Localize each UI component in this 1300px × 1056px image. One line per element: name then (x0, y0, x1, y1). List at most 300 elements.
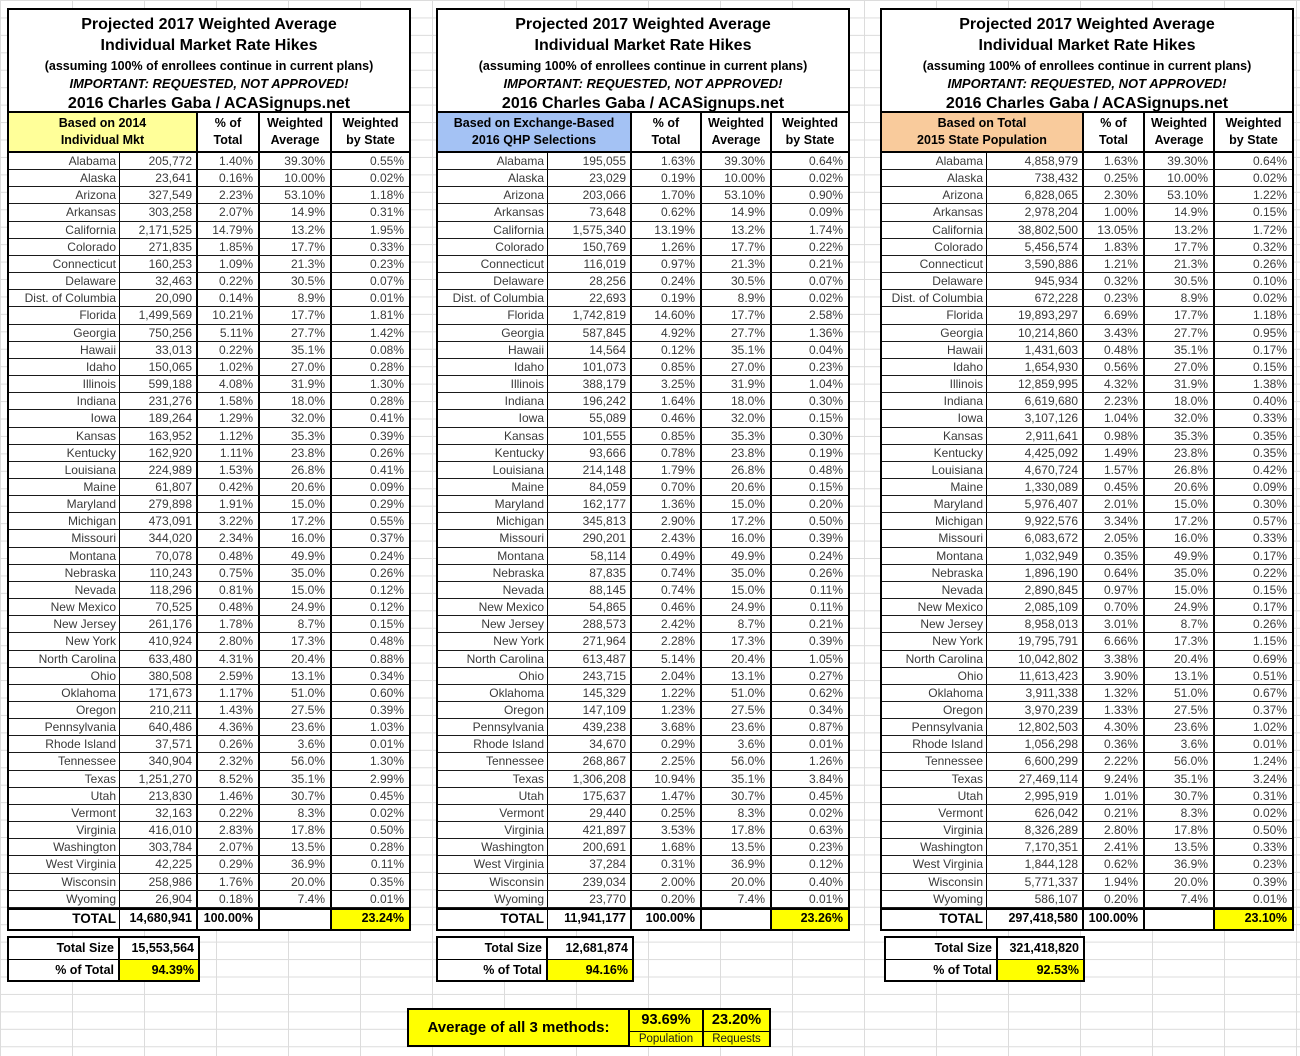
weighted-average-cell[interactable]: 27.7% (260, 325, 332, 342)
weighted-average-cell[interactable]: 13.1% (1145, 668, 1215, 685)
value-cell[interactable]: 8,326,289 (987, 822, 1084, 839)
pct-of-total-cell[interactable]: 0.23% (1084, 290, 1145, 307)
value-cell[interactable]: 1,251,270 (120, 771, 198, 788)
state-cell[interactable]: West Virginia (882, 856, 987, 873)
weighted-by-state-cell[interactable]: 0.33% (1215, 410, 1292, 427)
weighted-average-cell[interactable]: 39.30% (702, 153, 772, 170)
total-size-value[interactable]: 15,553,564 (131, 941, 194, 955)
value-cell[interactable]: 279,898 (120, 496, 198, 513)
pct-of-total-cell[interactable]: 1.43% (198, 702, 260, 719)
state-cell[interactable]: Indiana (438, 393, 548, 410)
state-cell[interactable]: Oregon (9, 702, 120, 719)
weighted-by-state-cell[interactable]: 0.35% (332, 874, 409, 891)
value-cell[interactable]: 10,214,860 (987, 325, 1084, 342)
weighted-by-state-cell[interactable]: 0.02% (772, 170, 848, 187)
pct-of-total-value[interactable]: 92.53% (998, 960, 1083, 980)
value-cell[interactable]: 11,613,423 (987, 668, 1084, 685)
pct-of-total-cell[interactable]: 1.53% (198, 462, 260, 479)
weighted-by-state-cell[interactable]: 0.40% (772, 874, 848, 891)
weighted-by-state-cell[interactable]: 1.38% (1215, 376, 1292, 393)
state-cell[interactable]: New Mexico (9, 599, 120, 616)
weighted-average-cell[interactable]: 16.0% (260, 530, 332, 547)
state-cell[interactable]: Idaho (882, 359, 987, 376)
value-cell[interactable]: 231,276 (120, 393, 198, 410)
pct-of-total-cell[interactable]: 1.76% (198, 874, 260, 891)
pct-of-total-cell[interactable]: 1.78% (198, 616, 260, 633)
state-cell[interactable]: Dist. of Columbia (9, 290, 120, 307)
value-cell[interactable]: 37,571 (120, 736, 198, 753)
pct-of-total-cell[interactable]: 0.70% (1084, 599, 1145, 616)
value-cell[interactable]: 42,225 (120, 856, 198, 873)
state-cell[interactable]: Dist. of Columbia (438, 290, 548, 307)
value-cell[interactable]: 163,952 (120, 428, 198, 445)
pct-of-total-cell[interactable]: 2.22% (1084, 753, 1145, 770)
state-cell[interactable]: Alaska (9, 170, 120, 187)
weighted-by-state-cell[interactable]: 0.51% (1215, 668, 1292, 685)
weighted-by-state-cell[interactable]: 3.84% (772, 771, 848, 788)
state-cell[interactable]: Wyoming (9, 891, 120, 908)
value-cell[interactable]: 3,970,239 (987, 702, 1084, 719)
weighted-by-state-cell[interactable]: 0.32% (1215, 239, 1292, 256)
weighted-by-state-cell[interactable]: 0.08% (332, 342, 409, 359)
average-population-cell[interactable] (630, 1010, 702, 1045)
weighted-average-cell[interactable]: 16.0% (702, 530, 772, 547)
pct-of-total-cell[interactable]: 1.22% (632, 685, 702, 702)
header-weighted-by-state[interactable]: Weighted by State (1215, 113, 1292, 151)
pct-of-total-cell[interactable]: 0.29% (632, 736, 702, 753)
weighted-by-state-cell[interactable]: 0.01% (772, 891, 848, 908)
state-cell[interactable]: Colorado (9, 239, 120, 256)
pct-of-total-cell[interactable]: 1.23% (632, 702, 702, 719)
state-cell[interactable]: Delaware (882, 273, 987, 290)
weighted-average-cell[interactable]: 26.8% (702, 462, 772, 479)
pct-of-total-cell[interactable]: 2.83% (198, 822, 260, 839)
pct-of-total-cell[interactable]: 2.23% (198, 187, 260, 204)
weighted-by-state-cell[interactable]: 1.03% (332, 719, 409, 736)
weighted-by-state-cell[interactable]: 1.24% (1215, 753, 1292, 770)
state-cell[interactable]: Arkansas (9, 204, 120, 221)
total-weighted-cell[interactable]: 23.10% (1215, 910, 1292, 929)
weighted-by-state-cell[interactable]: 0.17% (1215, 548, 1292, 565)
state-cell[interactable]: Iowa (9, 410, 120, 427)
weighted-average-cell[interactable]: 7.4% (260, 891, 332, 908)
state-cell[interactable]: Illinois (9, 376, 120, 393)
pct-of-total-cell[interactable]: 0.22% (198, 805, 260, 822)
weighted-average-cell[interactable]: 49.9% (1145, 548, 1215, 565)
weighted-average-cell[interactable]: 23.8% (260, 445, 332, 462)
value-cell[interactable]: 70,525 (120, 599, 198, 616)
weighted-by-state-cell[interactable]: 1.72% (1215, 222, 1292, 239)
pct-of-total-cell[interactable]: 2.80% (1084, 822, 1145, 839)
weighted-by-state-cell[interactable]: 0.63% (772, 822, 848, 839)
weighted-by-state-cell[interactable]: 2.58% (772, 307, 848, 324)
value-cell[interactable]: 162,177 (548, 496, 632, 513)
total-pct-cell[interactable]: 100.00% (1084, 910, 1145, 929)
pct-of-total-cell[interactable]: 1.63% (1084, 153, 1145, 170)
value-cell[interactable]: 6,600,299 (987, 753, 1084, 770)
pct-of-total-cell[interactable]: 0.64% (1084, 565, 1145, 582)
value-cell[interactable]: 6,083,672 (987, 530, 1084, 547)
weighted-by-state-cell[interactable]: 0.09% (772, 204, 848, 221)
weighted-average-cell[interactable]: 27.5% (1145, 702, 1215, 719)
weighted-average-cell[interactable]: 32.0% (260, 410, 332, 427)
state-cell[interactable]: New Mexico (882, 599, 987, 616)
weighted-by-state-cell[interactable]: 0.02% (1215, 805, 1292, 822)
weighted-by-state-cell[interactable]: 0.39% (1215, 874, 1292, 891)
pct-of-total-cell[interactable]: 1.00% (1084, 204, 1145, 221)
pct-of-total-cell[interactable]: 0.42% (198, 479, 260, 496)
weighted-average-cell[interactable]: 20.0% (702, 874, 772, 891)
state-cell[interactable]: Rhode Island (9, 736, 120, 753)
state-cell[interactable]: Oregon (438, 702, 548, 719)
state-cell[interactable]: Colorado (438, 239, 548, 256)
weighted-average-cell[interactable]: 17.8% (702, 822, 772, 839)
weighted-average-cell[interactable]: 3.6% (702, 736, 772, 753)
pct-of-total-cell[interactable]: 4.31% (198, 651, 260, 668)
value-cell[interactable]: 34,670 (548, 736, 632, 753)
pct-of-total-cell[interactable]: 2.00% (632, 874, 702, 891)
state-cell[interactable]: Connecticut (438, 256, 548, 273)
pct-of-total-cell[interactable]: 0.18% (198, 891, 260, 908)
weighted-average-cell[interactable]: 13.5% (260, 839, 332, 856)
weighted-by-state-cell[interactable]: 0.50% (1215, 822, 1292, 839)
weighted-average-cell[interactable]: 36.9% (260, 856, 332, 873)
pct-of-total-cell[interactable]: 8.52% (198, 771, 260, 788)
weighted-average-cell[interactable]: 27.5% (260, 702, 332, 719)
value-cell[interactable]: 84,059 (548, 479, 632, 496)
value-cell[interactable]: 1,896,190 (987, 565, 1084, 582)
weighted-average-cell[interactable]: 35.3% (702, 428, 772, 445)
weighted-by-state-cell[interactable]: 0.26% (332, 565, 409, 582)
value-cell[interactable]: 19,893,297 (987, 307, 1084, 324)
value-cell[interactable]: 626,042 (987, 805, 1084, 822)
weighted-average-cell[interactable]: 16.0% (1145, 530, 1215, 547)
pct-of-total-cell[interactable]: 2.28% (632, 633, 702, 650)
pct-of-total-cell[interactable]: 10.21% (198, 307, 260, 324)
pct-of-total-cell[interactable]: 4.32% (1084, 376, 1145, 393)
pct-of-total-cell[interactable]: 5.11% (198, 325, 260, 342)
value-cell[interactable]: 239,034 (548, 874, 632, 891)
weighted-average-cell[interactable]: 17.7% (702, 307, 772, 324)
state-cell[interactable]: Wisconsin (9, 874, 120, 891)
average-requests-cell[interactable] (702, 1010, 769, 1045)
pct-of-total-cell[interactable]: 0.21% (1084, 805, 1145, 822)
value-cell[interactable]: 61,807 (120, 479, 198, 496)
weighted-average-cell[interactable]: 31.9% (1145, 376, 1215, 393)
value-cell[interactable]: 38,802,500 (987, 222, 1084, 239)
state-cell[interactable]: Utah (9, 788, 120, 805)
weighted-by-state-cell[interactable]: 0.48% (772, 462, 848, 479)
weighted-by-state-cell[interactable]: 0.12% (332, 582, 409, 599)
weighted-average-cell[interactable]: 10.00% (260, 170, 332, 187)
weighted-by-state-cell[interactable]: 0.01% (332, 290, 409, 307)
state-cell[interactable]: Alaska (438, 170, 548, 187)
pct-of-total-cell[interactable]: 0.16% (198, 170, 260, 187)
value-cell[interactable]: 1,844,128 (987, 856, 1084, 873)
pct-of-total-cell[interactable]: 1.26% (632, 239, 702, 256)
state-cell[interactable]: Washington (9, 839, 120, 856)
weighted-average-cell[interactable]: 14.9% (260, 204, 332, 221)
weighted-by-state-cell[interactable]: 0.11% (772, 599, 848, 616)
total-weighted-cell[interactable]: 23.26% (772, 910, 848, 929)
weighted-average-cell[interactable]: 8.9% (1145, 290, 1215, 307)
pct-of-total-cell[interactable]: 1.01% (1084, 788, 1145, 805)
state-cell[interactable]: Texas (882, 771, 987, 788)
value-cell[interactable]: 4,425,092 (987, 445, 1084, 462)
state-cell[interactable]: Utah (438, 788, 548, 805)
pct-of-total-cell[interactable]: 0.78% (632, 445, 702, 462)
pct-of-total-cell[interactable]: 1.47% (632, 788, 702, 805)
state-cell[interactable]: Pennsylvania (882, 719, 987, 736)
weighted-by-state-cell[interactable]: 0.23% (772, 359, 848, 376)
pct-of-total-cell[interactable]: 9.24% (1084, 771, 1145, 788)
state-cell[interactable]: Utah (882, 788, 987, 805)
state-cell[interactable]: North Carolina (882, 651, 987, 668)
pct-of-total-cell[interactable]: 0.20% (632, 891, 702, 908)
value-cell[interactable]: 1,330,089 (987, 479, 1084, 496)
weighted-by-state-cell[interactable]: 0.26% (772, 565, 848, 582)
weighted-by-state-cell[interactable]: 0.88% (332, 651, 409, 668)
value-cell[interactable]: 586,107 (987, 891, 1084, 908)
pct-of-total-cell[interactable]: 2.43% (632, 530, 702, 547)
weighted-by-state-cell[interactable]: 0.15% (772, 410, 848, 427)
state-cell[interactable]: Arkansas (438, 204, 548, 221)
weighted-by-state-cell[interactable]: 0.15% (1215, 582, 1292, 599)
state-cell[interactable]: Indiana (882, 393, 987, 410)
weighted-average-cell[interactable]: 20.6% (1145, 479, 1215, 496)
weighted-by-state-cell[interactable]: 0.90% (772, 187, 848, 204)
header-dataset-label[interactable] (9, 113, 198, 151)
value-cell[interactable]: 213,830 (120, 788, 198, 805)
value-cell[interactable]: 145,329 (548, 685, 632, 702)
state-cell[interactable]: Maine (438, 479, 548, 496)
value-cell[interactable]: 175,637 (548, 788, 632, 805)
weighted-by-state-cell[interactable]: 0.57% (1215, 513, 1292, 530)
weighted-average-cell[interactable]: 56.0% (702, 753, 772, 770)
value-cell[interactable]: 303,258 (120, 204, 198, 221)
weighted-average-cell[interactable]: 36.9% (702, 856, 772, 873)
state-cell[interactable]: Arkansas (882, 204, 987, 221)
value-cell[interactable]: 633,480 (120, 651, 198, 668)
state-cell[interactable]: Georgia (9, 325, 120, 342)
pct-of-total-cell[interactable]: 2.59% (198, 668, 260, 685)
pct-of-total-cell[interactable]: 0.29% (198, 856, 260, 873)
weighted-by-state-cell[interactable]: 0.67% (1215, 685, 1292, 702)
value-cell[interactable]: 224,989 (120, 462, 198, 479)
total-empty-cell[interactable] (702, 910, 772, 929)
pct-of-total-cell[interactable]: 1.94% (1084, 874, 1145, 891)
value-cell[interactable]: 8,958,013 (987, 616, 1084, 633)
weighted-by-state-cell[interactable]: 1.02% (1215, 719, 1292, 736)
pct-of-total-cell[interactable]: 0.24% (632, 273, 702, 290)
value-cell[interactable]: 439,238 (548, 719, 632, 736)
weighted-by-state-cell[interactable]: 0.26% (332, 445, 409, 462)
weighted-by-state-cell[interactable]: 0.39% (332, 702, 409, 719)
state-cell[interactable]: Georgia (438, 325, 548, 342)
weighted-by-state-cell[interactable]: 0.28% (332, 359, 409, 376)
state-cell[interactable]: Maine (9, 479, 120, 496)
pct-of-total-cell[interactable]: 1.29% (198, 410, 260, 427)
weighted-by-state-cell[interactable]: 0.17% (1215, 599, 1292, 616)
weighted-average-cell[interactable]: 13.1% (260, 668, 332, 685)
weighted-average-cell[interactable]: 20.6% (702, 479, 772, 496)
pct-of-total-cell[interactable]: 0.14% (198, 290, 260, 307)
pct-of-total-cell[interactable]: 1.17% (198, 685, 260, 702)
weighted-average-cell[interactable]: 15.0% (1145, 582, 1215, 599)
weighted-by-state-cell[interactable]: 0.02% (1215, 290, 1292, 307)
weighted-average-cell[interactable]: 30.7% (1145, 788, 1215, 805)
weighted-average-cell[interactable]: 35.0% (260, 565, 332, 582)
pct-of-total-value[interactable]: 94.16% (548, 960, 632, 980)
value-cell[interactable]: 12,802,503 (987, 719, 1084, 736)
weighted-average-cell[interactable]: 49.9% (260, 548, 332, 565)
value-cell[interactable]: 380,508 (120, 668, 198, 685)
pct-of-total-cell[interactable]: 1.09% (198, 256, 260, 273)
pct-of-total-cell[interactable]: 0.25% (1084, 170, 1145, 187)
value-cell[interactable]: 288,573 (548, 616, 632, 633)
state-cell[interactable]: Maryland (9, 496, 120, 513)
weighted-average-cell[interactable]: 24.9% (702, 599, 772, 616)
value-cell[interactable]: 640,486 (120, 719, 198, 736)
pct-of-total-cell[interactable]: 3.53% (632, 822, 702, 839)
pct-of-total-cell[interactable]: 0.48% (198, 548, 260, 565)
value-cell[interactable]: 203,066 (548, 187, 632, 204)
weighted-by-state-cell[interactable]: 0.55% (332, 513, 409, 530)
weighted-average-cell[interactable]: 39.30% (260, 153, 332, 170)
weighted-by-state-cell[interactable]: 1.74% (772, 222, 848, 239)
weighted-average-cell[interactable]: 23.6% (702, 719, 772, 736)
pct-of-total-cell[interactable]: 0.36% (1084, 736, 1145, 753)
state-cell[interactable]: Ohio (9, 668, 120, 685)
pct-of-total-cell[interactable]: 3.90% (1084, 668, 1145, 685)
weighted-by-state-cell[interactable]: 0.37% (1215, 702, 1292, 719)
state-cell[interactable]: Maine (882, 479, 987, 496)
weighted-average-cell[interactable]: 8.9% (260, 290, 332, 307)
pct-of-total-cell[interactable]: 2.04% (632, 668, 702, 685)
state-cell[interactable]: Ohio (438, 668, 548, 685)
weighted-average-cell[interactable]: 17.8% (260, 822, 332, 839)
weighted-by-state-cell[interactable]: 0.01% (772, 736, 848, 753)
weighted-average-cell[interactable]: 20.0% (1145, 874, 1215, 891)
state-cell[interactable]: Montana (9, 548, 120, 565)
weighted-average-cell[interactable]: 15.0% (702, 496, 772, 513)
weighted-by-state-cell[interactable]: 1.30% (332, 753, 409, 770)
state-cell[interactable]: Kansas (882, 428, 987, 445)
state-cell[interactable]: West Virginia (438, 856, 548, 873)
pct-of-total-cell[interactable]: 0.26% (198, 736, 260, 753)
value-cell[interactable]: 23,029 (548, 170, 632, 187)
state-cell[interactable]: Hawaii (882, 342, 987, 359)
pct-of-total-cell[interactable]: 0.19% (632, 170, 702, 187)
weighted-by-state-cell[interactable]: 0.11% (772, 582, 848, 599)
value-cell[interactable]: 210,211 (120, 702, 198, 719)
value-cell[interactable]: 3,911,338 (987, 685, 1084, 702)
weighted-average-cell[interactable]: 35.0% (702, 565, 772, 582)
weighted-average-cell[interactable]: 27.0% (1145, 359, 1215, 376)
state-cell[interactable]: Vermont (882, 805, 987, 822)
value-cell[interactable]: 6,828,065 (987, 187, 1084, 204)
value-cell[interactable]: 33,013 (120, 342, 198, 359)
value-cell[interactable]: 1,306,208 (548, 771, 632, 788)
pct-of-total-cell[interactable]: 0.20% (1084, 891, 1145, 908)
pct-of-total-cell[interactable]: 3.68% (632, 719, 702, 736)
value-cell[interactable]: 2,085,109 (987, 599, 1084, 616)
weighted-by-state-cell[interactable]: 0.23% (772, 839, 848, 856)
weighted-average-cell[interactable]: 20.6% (260, 479, 332, 496)
weighted-average-cell[interactable]: 13.1% (702, 668, 772, 685)
weighted-average-cell[interactable]: 17.2% (702, 513, 772, 530)
total-label-cell[interactable]: TOTAL (438, 910, 548, 929)
weighted-by-state-cell[interactable]: 0.50% (772, 513, 848, 530)
weighted-by-state-cell[interactable]: 0.19% (772, 445, 848, 462)
state-cell[interactable]: Nebraska (882, 565, 987, 582)
weighted-average-cell[interactable]: 10.00% (702, 170, 772, 187)
pct-of-total-cell[interactable]: 6.69% (1084, 307, 1145, 324)
value-cell[interactable]: 2,995,919 (987, 788, 1084, 805)
value-cell[interactable]: 7,170,351 (987, 839, 1084, 856)
weighted-average-cell[interactable]: 24.9% (260, 599, 332, 616)
value-cell[interactable]: 1,032,949 (987, 548, 1084, 565)
total-value-cell[interactable]: 14,680,941 (120, 910, 198, 929)
weighted-by-state-cell[interactable]: 0.42% (1215, 462, 1292, 479)
state-cell[interactable]: Michigan (882, 513, 987, 530)
weighted-average-cell[interactable]: 18.0% (260, 393, 332, 410)
weighted-by-state-cell[interactable]: 0.33% (1215, 839, 1292, 856)
weighted-average-cell[interactable]: 17.7% (260, 307, 332, 324)
weighted-average-cell[interactable]: 17.7% (1145, 239, 1215, 256)
state-cell[interactable]: Florida (438, 307, 548, 324)
total-empty-cell[interactable] (1145, 910, 1215, 929)
weighted-average-cell[interactable]: 53.10% (702, 187, 772, 204)
value-cell[interactable]: 87,835 (548, 565, 632, 582)
weighted-by-state-cell[interactable]: 0.41% (332, 462, 409, 479)
weighted-average-cell[interactable]: 27.0% (260, 359, 332, 376)
weighted-average-cell[interactable]: 20.4% (260, 651, 332, 668)
header-pct-of-total[interactable]: % of Total (198, 113, 260, 151)
weighted-by-state-cell[interactable]: 1.30% (332, 376, 409, 393)
weighted-average-cell[interactable]: 21.3% (702, 256, 772, 273)
state-cell[interactable]: Iowa (438, 410, 548, 427)
value-cell[interactable]: 290,201 (548, 530, 632, 547)
weighted-average-cell[interactable]: 17.7% (260, 239, 332, 256)
value-cell[interactable]: 189,264 (120, 410, 198, 427)
pct-of-total-label[interactable]: % of Total (9, 960, 120, 980)
weighted-by-state-cell[interactable]: 0.26% (1215, 616, 1292, 633)
total-label-cell[interactable]: TOTAL (882, 910, 987, 929)
value-cell[interactable]: 10,042,802 (987, 651, 1084, 668)
state-cell[interactable]: Michigan (9, 513, 120, 530)
pct-of-total-cell[interactable]: 2.41% (1084, 839, 1145, 856)
state-cell[interactable]: Alabama (438, 153, 548, 170)
value-cell[interactable]: 23,770 (548, 891, 632, 908)
weighted-by-state-cell[interactable]: 0.09% (1215, 479, 1292, 496)
state-cell[interactable]: Louisiana (438, 462, 548, 479)
total-weighted-cell[interactable]: 23.24% (332, 910, 409, 929)
weighted-by-state-cell[interactable]: 0.30% (1215, 496, 1292, 513)
weighted-average-cell[interactable]: 17.2% (1145, 513, 1215, 530)
weighted-by-state-cell[interactable]: 0.48% (332, 633, 409, 650)
state-cell[interactable]: Idaho (438, 359, 548, 376)
weighted-average-cell[interactable]: 17.3% (702, 633, 772, 650)
value-cell[interactable]: 200,691 (548, 839, 632, 856)
state-cell[interactable]: Texas (9, 771, 120, 788)
weighted-by-state-cell[interactable]: 0.39% (332, 428, 409, 445)
weighted-by-state-cell[interactable]: 0.45% (772, 788, 848, 805)
weighted-by-state-cell[interactable]: 0.35% (1215, 445, 1292, 462)
state-cell[interactable]: Nebraska (9, 565, 120, 582)
value-cell[interactable]: 195,055 (548, 153, 632, 170)
pct-of-total-cell[interactable]: 5.14% (632, 651, 702, 668)
